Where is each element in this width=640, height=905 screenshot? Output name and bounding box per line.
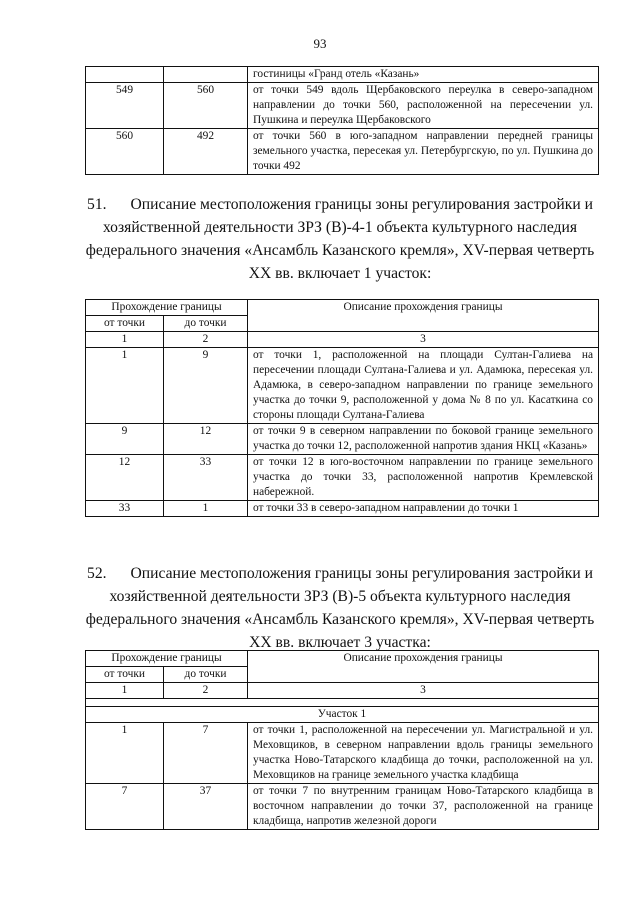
table-row xyxy=(86,723,599,784)
table-row xyxy=(86,348,599,424)
column-number: 2 xyxy=(164,683,248,699)
table-header-row xyxy=(86,651,599,667)
table-numbering-row xyxy=(86,332,599,348)
from-point-cell: 33 xyxy=(86,501,164,517)
to-point-cell: 492 xyxy=(164,129,248,175)
from-point-cell: 549 xyxy=(86,83,164,129)
plot-section-label: Участок 1 xyxy=(86,707,599,723)
header-description: Описание прохождения границы xyxy=(248,651,599,683)
from-point-cell: 9 xyxy=(86,424,164,455)
table-row xyxy=(86,129,599,175)
table-header-row xyxy=(86,300,599,316)
section-label-row xyxy=(86,707,599,723)
description-cell: от точки 7 по внутренним границам Ново-Татарского кладбища в восточном направлении до точки 37, расположенной на границе кладбища, напротив железной дороги xyxy=(248,784,599,830)
table-row xyxy=(86,424,599,455)
description-cell: от точки 33 в северо-западном направлении до точки 1 xyxy=(248,501,599,517)
boundary-table-zrz-v-4-1 xyxy=(85,299,599,517)
to-point-cell: 37 xyxy=(164,784,248,830)
blank-cell xyxy=(86,699,599,707)
table-blank-row xyxy=(86,699,599,707)
section-51-heading xyxy=(85,193,595,285)
column-number: 1 xyxy=(86,683,164,699)
description-cell: от точки 549 вдоль Щербаковского переулка в северо-западном направлении до точки 560, расположенной на пересечении ул. Пушкина и переулка Щербаковского xyxy=(248,83,599,129)
from-point-cell: 1 xyxy=(86,723,164,784)
table-row xyxy=(86,784,599,830)
to-point-cell: 7 xyxy=(164,723,248,784)
table-row xyxy=(86,501,599,517)
section-number: 52. xyxy=(87,565,107,582)
from-point-cell: 12 xyxy=(86,455,164,501)
column-number: 3 xyxy=(248,332,599,348)
description-cell: от точки 1, расположенной на площади Султан-Галиева на пересечении площади Султана-Галиева и ул. Адамюка, пересекая ул. Адамюка, в северо-западном направлении по границе земельного участка до точки 9, расположенной у дома № 8 по ул. Касаткина со стороны площади Султана-Галиева xyxy=(248,348,599,424)
table-row xyxy=(86,455,599,501)
from-point-cell xyxy=(86,67,164,83)
description-cell: гостиницы «Гранд отель «Казань» xyxy=(248,67,599,83)
from-point-cell: 1 xyxy=(86,348,164,424)
column-number: 3 xyxy=(248,683,599,699)
section-text: Описание местоположения границы зоны регулирования застройки и хозяйственной деятельности ЗРЗ (В)-5 объекта культурного наследия федерального значения «Ансамбль Казанского кремля», XV-первая четверть XX вв. включает 3 участка: xyxy=(85,565,595,651)
description-cell: от точки 12 в юго-восточном направлении по границе земельного участка до точки 33, расположенной напротив Кремлевской набережной. xyxy=(248,455,599,501)
header-boundary-passage: Прохождение границы xyxy=(86,300,248,316)
to-point-cell: 12 xyxy=(164,424,248,455)
section-52-heading xyxy=(85,562,595,654)
section-number: 51. xyxy=(87,196,107,213)
page-number: 93 xyxy=(313,36,327,51)
header-description: Описание прохождения границы xyxy=(248,300,599,332)
to-point-cell: 560 xyxy=(164,83,248,129)
table-numbering-row xyxy=(86,683,599,699)
description-cell: от точки 560 в юго-западном направлении передней границы земельного участка, пересекая ул. Петербургскую, по ул. Пушкина до точки 492 xyxy=(248,129,599,175)
header-boundary-passage: Прохождение границы xyxy=(86,651,248,667)
from-point-cell: 560 xyxy=(86,129,164,175)
section-text: Описание местоположения границы зоны регулирования застройки и хозяйственной деятельности ЗРЗ (В)-4-1 объекта культурного наследия федерального значения «Ансамбль Казанского кремля», XV-первая четверть XX вв. включает 1 участок: xyxy=(85,196,595,282)
description-cell: от точки 1, расположенной на пересечении ул. Магистральной и ул. Меховщиков, в северном направлении вдоль границы земельного участка Ново-Татарского кладбища до точки, расположенной на ул. Меховщиков на границе земельного участка кладбища xyxy=(248,723,599,784)
column-number: 2 xyxy=(164,332,248,348)
to-point-cell: 33 xyxy=(164,455,248,501)
header-to-point: до точки xyxy=(164,316,248,332)
header-from-point: от точки xyxy=(86,316,164,332)
boundary-table-zrz-v-5 xyxy=(85,650,599,830)
to-point-cell: 1 xyxy=(164,501,248,517)
header-to-point: до точки xyxy=(164,667,248,683)
header-from-point: от точки xyxy=(86,667,164,683)
to-point-cell xyxy=(164,67,248,83)
to-point-cell: 9 xyxy=(164,348,248,424)
from-point-cell: 7 xyxy=(86,784,164,830)
description-cell: от точки 9 в северном направлении по боковой границе земельного участка до точки 12, расположенной напротив здания НКЦ «Казань» xyxy=(248,424,599,455)
boundary-table-continuation xyxy=(85,66,599,175)
column-number: 1 xyxy=(86,332,164,348)
table-row xyxy=(86,67,599,83)
table-row xyxy=(86,83,599,129)
